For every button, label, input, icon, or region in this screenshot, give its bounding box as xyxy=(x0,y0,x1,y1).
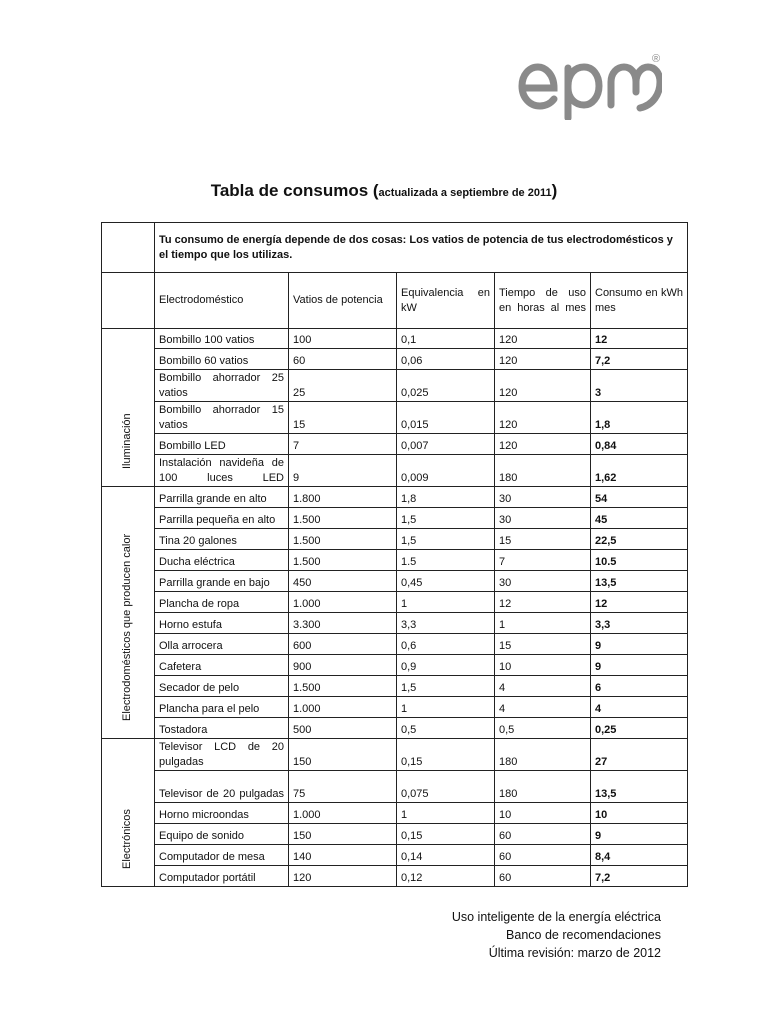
cell-hours: 180 xyxy=(495,771,591,803)
cell-kwh: 45 xyxy=(591,508,688,529)
cell-kw: 0,15 xyxy=(397,739,495,771)
cell-kw: 0,06 xyxy=(397,349,495,370)
category-label: Iluminación xyxy=(121,413,133,469)
cell-hours: 1 xyxy=(495,613,591,634)
cell-kwh: 10 xyxy=(591,803,688,824)
cell-watts: 15 xyxy=(289,402,397,434)
category-cell xyxy=(102,487,155,739)
cell-appliance: Parrilla grande en alto xyxy=(155,487,289,508)
cell-kwh: 3,3 xyxy=(591,613,688,634)
cell-kw: 1.5 xyxy=(397,550,495,571)
cell-appliance: Televisor de 20 pulgadas xyxy=(155,771,289,803)
cell-kw: 0,12 xyxy=(397,866,495,887)
footer xyxy=(452,908,661,962)
cell-kwh: 0,84 xyxy=(591,434,688,455)
cell-appliance: Olla arrocera xyxy=(155,634,289,655)
table-row xyxy=(102,455,688,487)
cell-appliance: Horno microondas xyxy=(155,803,289,824)
cell-watts: 100 xyxy=(289,329,397,349)
cell-hours: 0,5 xyxy=(495,718,591,739)
cell-watts: 7 xyxy=(289,434,397,455)
cell-kwh: 9 xyxy=(591,634,688,655)
blank-cell xyxy=(102,273,155,329)
table-row xyxy=(102,803,688,824)
table-row xyxy=(102,771,688,803)
cell-kwh: 7,2 xyxy=(591,349,688,370)
cell-watts: 1.500 xyxy=(289,508,397,529)
table-row xyxy=(102,866,688,887)
cell-appliance: Bombillo 60 vatios xyxy=(155,349,289,370)
cell-watts: 60 xyxy=(289,349,397,370)
cell-kwh: 13,5 xyxy=(591,571,688,592)
cell-appliance: Parrilla pequeña en alto xyxy=(155,508,289,529)
cell-kwh: 1,62 xyxy=(591,455,688,487)
cell-kwh: 3 xyxy=(591,370,688,402)
consumption-table xyxy=(101,222,688,887)
table-row xyxy=(102,402,688,434)
blank-cell xyxy=(102,223,155,273)
cell-kw: 0,45 xyxy=(397,571,495,592)
table-row xyxy=(102,550,688,571)
header-kwh: Consumo en kWh mes xyxy=(591,273,688,329)
cell-hours: 60 xyxy=(495,866,591,887)
cell-hours: 60 xyxy=(495,824,591,845)
cell-kwh: 12 xyxy=(591,592,688,613)
cell-kwh: 1,8 xyxy=(591,402,688,434)
cell-appliance: Televisor LCD de 20 pulgadas xyxy=(155,739,289,771)
cell-kw: 1 xyxy=(397,697,495,718)
header-hours: Tiempo de uso en horas al mes xyxy=(495,273,591,329)
table-row xyxy=(102,655,688,676)
header-watts: Vatios de potencia xyxy=(289,273,397,329)
cell-appliance: Bombillo ahorrador 25 vatios xyxy=(155,370,289,402)
cell-appliance: Bombillo LED xyxy=(155,434,289,455)
cell-kwh: 6 xyxy=(591,676,688,697)
intro-row xyxy=(102,223,688,273)
cell-watts: 1.500 xyxy=(289,529,397,550)
cell-kwh: 12 xyxy=(591,329,688,349)
table-row xyxy=(102,487,688,508)
cell-appliance: Plancha para el pelo xyxy=(155,697,289,718)
cell-appliance: Tostadora xyxy=(155,718,289,739)
table-row xyxy=(102,529,688,550)
table-row xyxy=(102,697,688,718)
cell-appliance: Computador portátil xyxy=(155,866,289,887)
cell-watts: 1.800 xyxy=(289,487,397,508)
header-row xyxy=(102,273,688,329)
cell-hours: 15 xyxy=(495,529,591,550)
cell-hours: 12 xyxy=(495,592,591,613)
cell-kw: 0,009 xyxy=(397,455,495,487)
cell-appliance: Instalación navideña de 100 luces LED xyxy=(155,455,289,487)
cell-hours: 120 xyxy=(495,434,591,455)
cell-watts: 3.300 xyxy=(289,613,397,634)
cell-kwh: 4 xyxy=(591,697,688,718)
cell-watts: 450 xyxy=(289,571,397,592)
cell-hours: 120 xyxy=(495,329,591,349)
epm-logo xyxy=(512,48,662,120)
cell-watts: 120 xyxy=(289,866,397,887)
cell-hours: 120 xyxy=(495,349,591,370)
table-row xyxy=(102,349,688,370)
category-label: Electrónicos xyxy=(121,809,133,869)
title-sub: actualizada a septiembre de 2011 xyxy=(378,187,552,199)
cell-kw: 1 xyxy=(397,803,495,824)
cell-kw: 1,8 xyxy=(397,487,495,508)
cell-kw: 0,6 xyxy=(397,634,495,655)
footer-line-1: Uso inteligente de la energía eléctrica xyxy=(451,910,661,924)
table-row xyxy=(102,613,688,634)
cell-appliance: Cafetera xyxy=(155,655,289,676)
cell-hours: 10 xyxy=(495,655,591,676)
cell-appliance: Parrilla grande en bajo xyxy=(155,571,289,592)
cell-kw: 1,5 xyxy=(397,529,495,550)
cell-kwh: 0,25 xyxy=(591,718,688,739)
cell-hours: 120 xyxy=(495,370,591,402)
cell-watts: 900 xyxy=(289,655,397,676)
cell-kwh: 8,4 xyxy=(591,845,688,866)
cell-kw: 0,025 xyxy=(397,370,495,402)
cell-hours: 180 xyxy=(495,455,591,487)
cell-kwh: 9 xyxy=(591,824,688,845)
cell-watts: 1.000 xyxy=(289,697,397,718)
cell-kwh: 54 xyxy=(591,487,688,508)
table-row xyxy=(102,329,688,349)
cell-watts: 150 xyxy=(289,824,397,845)
table-row xyxy=(102,676,688,697)
cell-hours: 60 xyxy=(495,845,591,866)
cell-watts: 140 xyxy=(289,845,397,866)
cell-hours: 180 xyxy=(495,739,591,771)
registered-mark: ® xyxy=(652,53,661,65)
cell-appliance: Tina 20 galones xyxy=(155,529,289,550)
cell-hours: 30 xyxy=(495,487,591,508)
table-row xyxy=(102,718,688,739)
cell-appliance: Bombillo ahorrador 15 vatios xyxy=(155,402,289,434)
table-row xyxy=(102,824,688,845)
cell-hours: 4 xyxy=(495,697,591,718)
header-appliance: Electrodoméstico xyxy=(155,273,289,329)
cell-kw: 0,15 xyxy=(397,824,495,845)
cell-kwh: 9 xyxy=(591,655,688,676)
cell-watts: 600 xyxy=(289,634,397,655)
table-row xyxy=(102,739,688,771)
cell-kw: 0,1 xyxy=(397,329,495,349)
cell-watts: 25 xyxy=(289,370,397,402)
table-row xyxy=(102,571,688,592)
cell-watts: 500 xyxy=(289,718,397,739)
cell-kw: 0,9 xyxy=(397,655,495,676)
cell-kw: 0,015 xyxy=(397,402,495,434)
category-label: Electrodomésticos que producen calor xyxy=(121,533,133,721)
table-row xyxy=(102,592,688,613)
cell-kw: 0,075 xyxy=(397,771,495,803)
title-close: ) xyxy=(551,181,558,200)
cell-hours: 15 xyxy=(495,634,591,655)
cell-kw: 3,3 xyxy=(397,613,495,634)
cell-hours: 7 xyxy=(495,550,591,571)
intro-text: Tu consumo de energía depende de dos cosas: Los vatios de potencia de tus electrodomésticos y el tiempo que los utilizas. xyxy=(155,223,688,273)
cell-hours: 30 xyxy=(495,508,591,529)
table-row xyxy=(102,845,688,866)
cell-hours: 10 xyxy=(495,803,591,824)
cell-hours: 4 xyxy=(495,676,591,697)
cell-hours: 30 xyxy=(495,571,591,592)
category-cell xyxy=(102,739,155,887)
cell-kw: 0,14 xyxy=(397,845,495,866)
cell-appliance: Horno estufa xyxy=(155,613,289,634)
title-main: Tabla de consumos ( xyxy=(210,181,379,200)
cell-kwh: 22,5 xyxy=(591,529,688,550)
cell-kwh: 10.5 xyxy=(591,550,688,571)
cell-kw: 0,5 xyxy=(397,718,495,739)
footer-line-3: Última revisión: marzo de 2012 xyxy=(488,946,661,960)
cell-watts: 1.000 xyxy=(289,803,397,824)
cell-watts: 1.500 xyxy=(289,550,397,571)
cell-kw: 1 xyxy=(397,592,495,613)
cell-kw: 1,5 xyxy=(397,508,495,529)
cell-kwh: 7,2 xyxy=(591,866,688,887)
footer-line-2: Banco de recomendaciones xyxy=(506,928,661,942)
cell-watts: 1.000 xyxy=(289,592,397,613)
cell-hours: 120 xyxy=(495,402,591,434)
cell-appliance: Secador de pelo xyxy=(155,676,289,697)
table-row xyxy=(102,370,688,402)
page-title xyxy=(0,181,768,201)
cell-kwh: 27 xyxy=(591,739,688,771)
cell-watts: 9 xyxy=(289,455,397,487)
cell-appliance: Bombillo 100 vatios xyxy=(155,329,289,349)
cell-kw: 0,007 xyxy=(397,434,495,455)
cell-kw: 1,5 xyxy=(397,676,495,697)
cell-kwh: 13,5 xyxy=(591,771,688,803)
cell-appliance: Plancha de ropa xyxy=(155,592,289,613)
cell-watts: 150 xyxy=(289,739,397,771)
cell-appliance: Equipo de sonido xyxy=(155,824,289,845)
category-cell xyxy=(102,329,155,487)
cell-appliance: Ducha eléctrica xyxy=(155,550,289,571)
cell-watts: 75 xyxy=(289,771,397,803)
table-row xyxy=(102,434,688,455)
cell-watts: 1.500 xyxy=(289,676,397,697)
cell-appliance: Computador de mesa xyxy=(155,845,289,866)
header-kw: Equivalencia en kW xyxy=(397,273,495,329)
table-row xyxy=(102,634,688,655)
table-row xyxy=(102,508,688,529)
